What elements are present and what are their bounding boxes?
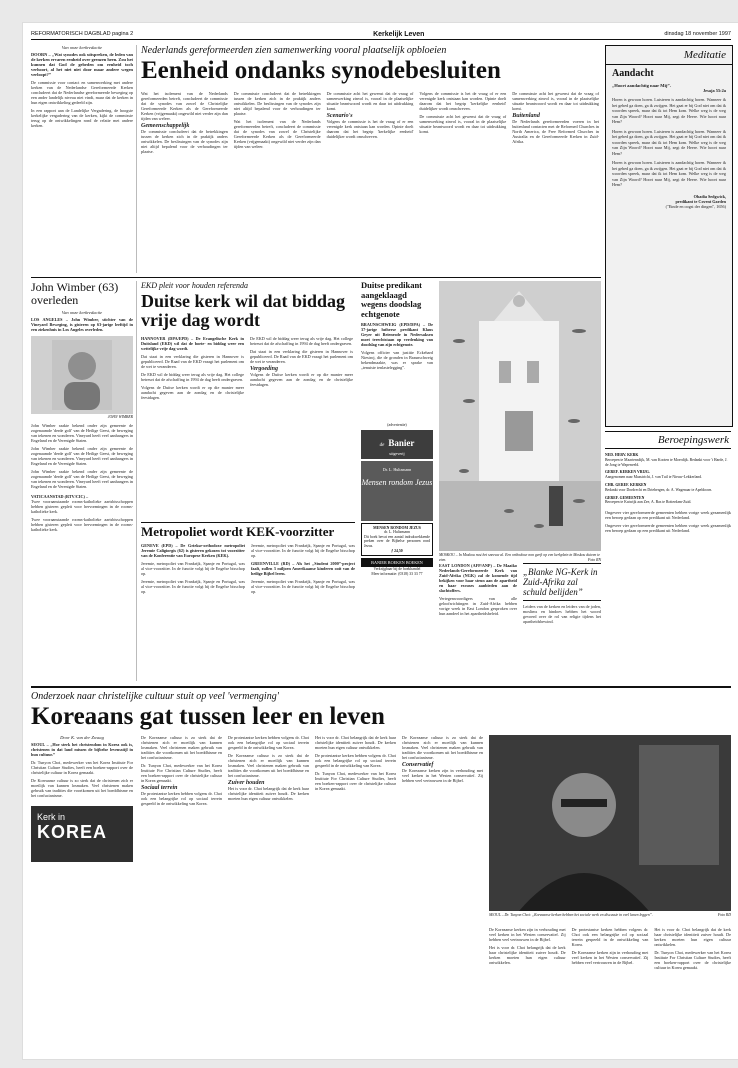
top-story-col-3: De commissie acht het gewenst dat de vraag of samenwerking zinvol is, vooral in de plaatselijke situatie beantwoord wordt en daar tot uitdrukking komt. Scenario's Volgens de commissie is het de vraag of er een verenigde kerk ontstaan kan worden. Opinie doelt daarom dat het begrip 'kerkelijke eenheid' duidelijker wordt omschreven.: [326, 91, 414, 139]
column-divider: [136, 45, 137, 273]
beroep-entry: CHR. GEREF. KERKEN Bedankt voor Dordrecht en Driebergen, dr. A. Wagenaar te Apeldoorn.: [605, 482, 713, 492]
top-story-col-1: Wat het isolement van de Nederlands gereformeerden betreft, concludeert de commissie dat de synodes van zowel de Christelijke Gereformeerde Kerken als de Gereformeerde Kerken (vrijgemaakt) ongewild niet verder zijn dan tijden van weleer. Gemeenschappelijk De commissie concludeert dat de betrekkingen tussen de kerken zich in de praktijk anders ontwikkelen. De beslissingen van de synodes zijn niet altijd bepalend voor de verhoudingen ter plaatse.: [141, 91, 228, 154]
vaticaan-head: VATICAANSTAD (RTV/CIC) –: [31, 493, 89, 499]
subhead-gemeenschappelijk: Gemeenschappelijk: [141, 123, 190, 129]
top-story-col-5: De commissie acht het gewenst dat de vraag of samenwerking zinvol is, vooral in de plaatselijke situatie beantwoord wordt en daar tot uitdrukking komt. Buitenland De Nederlands gereformeerden voeren in het buitenland contacten met de Reformed Churches in North America, de Free Reformed Churches in Australia en de Gereformeerde Kerken in Zuid-Afrika.: [512, 91, 599, 144]
beroep-entry: GEREF. GEMEENTEN Beroepen te Katwijk aan Zee, A. Bas te Rotterdam-Zuid.: [605, 495, 692, 505]
predikant-article: [361, 281, 433, 421]
masthead: [31, 29, 731, 40]
korea-header: [31, 691, 731, 729]
metro-body: Jeremie, metropoliet van Frankrijk, Spanje en Portugal, was al vice-voorzitter. In de functie volgt hij de Engelse bisschop op.: [141, 561, 245, 576]
korea-bottom-columns: De Koreaanse kerken zijn in verhouding met veel kerken in het Westen conservatief. Zij hebben veel vertrouwen in de Bijbel. Het is voor dr. Choi belangrijk dat de kerk haar christelijke identiteit zuiver houdt. De kerken moeten hun eigen cultuur ontwikkelen. De protestantse kerken hebben volgens dr. Choi ook een belangrijke rol op sociaal terrein gespeeld in de ontwikkeling van Korea. De Koreaanse kerken zijn in verhouding met veel kerken in het Westen conservatief. Zij hebben veel vertrouwen in de Bijbel. Het is voor dr. Choi belangrijk dat de kerk haar christelijke identiteit zuiver houdt. De kerken moeten hun eigen cultuur ontwikkelen. Dr. Tunyon Choi, medewerker van het Korea Institute For Christian Culture Studies, heeft een boeken-rapport over de christelijke cultuur in Korea gemaakt.: [489, 927, 731, 970]
germany-kicker: EKD pleit voor houden referenda: [141, 281, 248, 290]
korea-headline: Koreaans gat tussen leer en leven: [31, 703, 385, 730]
moskou-photo: [439, 281, 601, 551]
subhead-vergoeding: Vergoeding: [250, 366, 279, 372]
pull-quote: „Blanke NG-Kerk in Zuid-Afrika zal schuld belijden”: [523, 563, 601, 601]
divider: [31, 277, 601, 278]
banier-logo: de Banier uitgeverij: [361, 430, 433, 459]
germany-body-3: Volgens de Duitse kerken wordt er op die manier meer aandacht gegeven aan de zondag en de christelijke feestdagen.: [141, 385, 244, 400]
subhead-buitenland: Buitenland: [512, 113, 540, 119]
germany-intro: HANNOVER (DPA/EPD) – De Evangelische Kerk in Duitsland (EKD) wil dat de boete- en biddag weer een wettelijke vrije dag wordt.: [141, 336, 244, 351]
east-london-intro: EAST LONDON (AFP/ANP) – De Maaiko Nederlands-Gereformeerde Kerk van Zuid-Afrika (NGK) zal de komende tijd bekijken voor haar steun aan de apartheid en haar excuses aanbieden aan de slachtoffers.: [439, 563, 517, 593]
meditation-section: Aandacht: [612, 68, 654, 79]
masthead-left: REFORMATORISCH DAGBLAD pagina 2: [31, 31, 134, 37]
germany-article: [141, 281, 353, 519]
germany-body-1: Dat staat in een verklaring die gisteren in Hannover is gepubliceerd. De Raad van de EKD vraagt het parlement om de wet te veranderen.: [141, 354, 244, 369]
wimber-body: John Wimber raakte bekend onder zijn gemeente de zogenaamde 'derde golf' van de Heilige Geest, de beweging van tekenen en wonderen. Vineyard heeft veel aanhangers in Engeland en de Verenigde Staten.: [31, 422, 133, 443]
wimber-headline: John Wimber (63) overleden: [31, 280, 119, 307]
meditation-text: Horen is gewoon horen. Luisteren is aandachtig horen. Wanneer ik het gebed ga doen, ga ik zwijgen. Het gaat er bij God niet om dat ik woorden spreek, maar dat ik tot Hem kom. Welke weg is de weg van Zijn Woord? Hoort naar Mij, zegt de Heere. Wie hoort naar Hem?: [612, 97, 726, 124]
offer-block: MENSEN RONDOM JEZUS dr. L. Hultzmann Dit boek bevat een aantal indrukwekkende preken over de Bijbelse personen rond Jezus. ƒ 24,50: [361, 523, 433, 557]
newspaper-page: [22, 22, 738, 1060]
beroep-extra: Ongeveer vier gereformeerde gemeenten hebben vorige week gezamenlijk een beroep gedaan op een predikant uit Nederland.: [605, 510, 731, 521]
moskou-caption: MOSKOU – In Moskou rust het sneeuw al. Een orthodoxe non geeft op een kerkplein in Moskou duiven te eten. Foto RN: [439, 553, 601, 562]
wimber-kicker: Van onze kerkredactie: [61, 310, 103, 315]
book-cover: Dr. L. Hultzmann Mensen rondom Jezus: [361, 461, 433, 521]
greenville-item: GREENVILLE (RD) – Als het „Student 2000”-project faalt, zullen 3 miljoen Amerikaanse kinderen ooit van de heilige Bijbel leren.: [251, 561, 355, 576]
germany-columns: HANNOVER (DPA/EPD) – De Evangelische Kerk in Duitsland (EKD) wil dat de boete- en biddag weer een wettelijke vrije dag wordt. Dat staat in een verklaring die gisteren in Hannover is gepubliceerd. De Raad van de EKD vraagt het parlement om de wet te veranderen. De EKD wil de biddag weer terug als vrije dag. Het college betreurt dat de afschaffing in 1994 de dag heeft ondergraven. Volgens de Duitse kerken wordt er op die manier meer aandacht gegeven aan de zondag en de christelijke feestdagen. De EKD wil de biddag weer terug als vrije dag. Het college betreurt dat de afschaffing in 1994 de dag heeft ondergraven. Dat staat in een verklaring die gisteren in Hannover is gepubliceerd. De Raad van de EKD vraagt het parlement om de wet te veranderen. Vergoeding Volgens de Duitse kerken wordt er op die manier meer aandacht gegeven aan de zondag en de christelijke feestdagen.: [141, 336, 353, 400]
korea-columns: De Koreaanse cultuur is zo sterk dat de christenen zich er moeilijk van kunnen losmaken. Veel christenen maken gebruik van tradities die voortkomen uit het boeddhisme en het confucianisme. Dr. Tunyon Choi, medewerker van het Korea Institute For Christian Culture Studies, heeft een boeken-rapport over de christelijke cultuur in Korea gemaakt. Sociaal terrein De protestantse kerken hebben volgens dr. Choi ook een belangrijke rol op sociaal terrein gespeeld in de ontwikkeling van Korea. De protestantse kerken hebben volgens dr. Choi ook een belangrijke rol op sociaal terrein gespeeld in de ontwikkeling van Korea. De Koreaanse cultuur is zo sterk dat de christenen zich er moeilijk van kunnen losmaken. Veel christenen maken gebruik van tradities die voortkomen uit het boeddhisme en het confucianisme. Zuiver houden Het is voor dr. Choi belangrijk dat de kerk haar christelijke identiteit zuiver houdt. De kerken moeten hun eigen cultuur ontwikkelen. Het is voor dr. Choi belangrijk dat de kerk haar christelijke identiteit zuiver houdt. De kerken moeten hun eigen cultuur ontwikkelen. De protestantse kerken hebben volgens dr. Choi ook een belangrijke rol op sociaal terrein gespeeld in de ontwikkeling van Korea. Dr. Tunyon Choi, medewerker van het Korea Institute For Christian Culture Studies, heeft een boeken-rapport over de christelijke cultuur in Korea gemaakt. De Koreaanse cultuur is zo sterk dat de christenen zich er moeilijk van kunnen losmaken. Veel christenen maken gebruik van tradities die voortkomen uit het boeddhisme en het confucianisme. Conservatief De Koreaanse kerken zijn in verhouding met veel kerken in het Westen conservatief. Zij hebben veel vertrouwen in de Bijbel.: [141, 735, 483, 806]
meditation-text-cont-2: Horen is gewoon horen. Luisteren is aandachtig horen. Wanneer ik het gebed ga doen, ga ik zwijgen. Het gaat er bij God niet om dat ik woorden spreek, maar dat ik tot Hem kom. Welke weg is de weg van Zijn Woord? Hoort naar Mij, zegt de Heere. Wie hoort naar Hem?: [612, 160, 726, 187]
korea-kicker: Onderzoek naar christelijke cultuur stuit op veel 'vermenging': [31, 691, 279, 702]
advert-tag: (advertentie): [387, 423, 407, 427]
predikant-body: Volgens officier van justitie Eckehard Niestroj, die de gronden in Braunschweig bekendmaakte, was er sprake van „tenuiste tenlastelegging”.: [361, 350, 433, 370]
divider: [31, 686, 731, 688]
church-pigeons-image: [439, 281, 601, 551]
germany-headline: Duitse kerk wil dat biddag vrije dag wordt: [141, 291, 346, 330]
meditation-text-cont: Horen is gewoon horen. Luisteren is aandachtig horen. Wanneer ik het gebed ga doen, ga ik zwijgen. Het gaat er bij God niet om dat ik woorden spreek, maar dat ik tot Hem kom. Welke weg is de weg van Zijn Woord? Hoort naar Mij, zegt de Heere. Wie hoort naar Hem?: [612, 128, 726, 156]
top-story-kicker: Nederlands gereformeerden zien samenwerking vooral plaatselijk opbloeien: [141, 45, 447, 56]
beroep-entry: GEREF. KERKEN VRIJG. Aangenomen naar Maastricht, J. van Tuil te Nieuw-Lekkerland.: [605, 470, 703, 480]
vaticaan-body-2: Twee vooraanstaande rooms-katholieke aartsbisschoppen hebben gisteren gepleit voor hervormingen in de rooms-katholieke kerk.: [31, 516, 133, 532]
wimber-article: [31, 281, 133, 681]
metro-intro: GENEVE (EPD) – De Griekse-orthodoxe metropoliet Jeremie Caligiorgis (62) is gisteren gekozen tot voorzitter van de Konferentie van Europese Kerken (KEK).: [141, 543, 245, 558]
advert-price: ƒ 24,50: [391, 548, 403, 553]
top-story-headline: Eenheid ondanks synodebesluiten: [141, 57, 501, 84]
korea-byline: Door K. van der Zwaag: [60, 735, 104, 740]
divider: [141, 522, 355, 523]
east-london-article: [439, 563, 601, 681]
column-divider: [136, 281, 137, 681]
wimber-photo: [31, 336, 133, 414]
wimber-caption: JOHN WIMBER: [107, 415, 133, 419]
top-story-col-4: Volgens de commissie is het de vraag of er een verenigde kerk ontstaan kan worden. Opinie doelt daarom dat het begrip 'kerkelijke eenheid' duidelijker wordt omschreven. De commissie acht het gewenst dat de vraag of samenwerking zinvol is, vooral in de plaatselijke situatie beantwoord wordt en daar tot uitdrukking komt.: [419, 91, 507, 134]
kerk-in-korea-logo: Kerk in KOREA: [31, 806, 133, 862]
meditation-box: [605, 45, 733, 427]
meditation-author-note: predikant te Covent Garden: [675, 198, 726, 204]
subhead-sociaal-terrein: Sociaal terrein: [141, 785, 178, 791]
meditation-ref: Jesaja 55:2a: [702, 88, 726, 93]
meditation-author-sub: ("Einde en oogst der dingen", 1656): [665, 203, 726, 209]
meditation-title: Meditatie: [606, 46, 732, 65]
advert-footer: BANIER BOEKEN BOEKEN: [361, 558, 433, 567]
top-story-columns: [141, 91, 599, 273]
metro-article: Metropoliet wordt KEK-voorzitter GENEVE (EPD) – De Griekse-orthodoxe metropoliet Jeremie Caligiorgis (62) is gisteren gekozen tot voorzitter van de Konferentie van Europese Kerken (KEK). Jeremie, metropoliet van Frankrijk, Spanje en Portugal, was al vice-voorzitter. In de functie volgt hij de Engelse bisschop op. Jeremie, metropoliet van Frankrijk, Spanje en Portugal, was al vice-voorzitter. In de functie volgt hij de Engelse bisschop op. Jeremie, metropoliet van Frankrijk, Spanje en Portugal, was al vice-voorzitter. In de functie volgt hij de Engelse bisschop op. GREENVILLE (RD) – Als het „Student 2000”-project faalt, zullen 3 miljoen Amerikaanse kinderen ooit van de heilige Bijbel leren. Jeremie, metropoliet van Frankrijk, Spanje en Portugal, was al vice-voorzitter. In de functie volgt hij de Engelse bisschop op.: [141, 524, 355, 594]
wimber-body-2: John Wimber raakte bekend onder zijn gemeente de zogenaamde 'derde golf' van de Heilige Geest, de beweging van tekenen en wonderen. Vineyard heeft veel aanhangers in Engeland en de Verenigde Staten.: [31, 445, 133, 466]
beroepingswerk-title: Beroepingswerk: [605, 431, 731, 449]
advert-phone: Meer informatie: (0318) 33 33 77: [371, 571, 423, 576]
beroep-entry: NED. HERV. KERK Beroepen te Maartensdijk, M. van Kooten te Moerdijk. Bedankt voor 't Harde, J. de Jong te Wapenveld.: [605, 453, 728, 467]
subhead-conservatief: Conservatief: [402, 762, 434, 768]
subhead-scenarios: Scenario's: [326, 113, 353, 119]
portrait-image: [52, 340, 112, 410]
left-intro: DOORN – „Wat synodes ook uitspreken, de leden van de kerken ervaren eenheid over grenzen heen. Zou het kunnen dat God de gebeden om eenheid toch verhoort, al het niet niet door maar andere wegen verloopt?”: [31, 52, 133, 77]
germany-body-2: De EKD wil de biddag weer terug als vrije dag. Het college betreurt dat de afschaffing in 1994 de dag heeft ondergraven.: [141, 372, 244, 382]
masthead-date: dinsdag 18 november 1997: [664, 31, 731, 37]
left-column-intro: [31, 45, 133, 275]
korea-intro: SEOUL – „Hoe sterk het christendom in Korea ook is, christenen in dat land missen de bijbelse levensstijl in hun cultuur.”: [31, 742, 133, 757]
top-story-col-2: De commissie concludeert dat de betrekkingen tussen de kerken zich in de praktijk anders ontwikkelen. De beslissingen van de synodes zijn niet altijd bepalend voor de verhoudingen ter plaatse. Wat het isolement van de Nederlands gereformeerden betreft, concludeert de commissie dat de synodes van zowel de Christelijke Gereformeerde Kerken als de Gereformeerde Kerken (vrijgemaakt) ongewild niet verder zijn dan tijden van weleer.: [233, 91, 321, 149]
metro-headline: Metropoliet wordt KEK-voorzitter: [141, 524, 335, 539]
east-london-body-2: Leiders van de kerken en leiders van de joden, moslims en hindoes hebben het woord gevoerd over de rol van religie tijdens het apartheidsbewind.: [523, 604, 601, 624]
east-london-body: Vertegenwoordigers van alle geloofsrichtingen in Zuid-Afrika hebben vorige week in East London gesproken over hun aandeel in het apartheidsbeleid.: [439, 596, 517, 616]
section-title: Kerkelijk Leven: [373, 30, 425, 38]
korea-left-column: Door K. van der Zwaag SEOUL – „Hoe sterk het christendom in Korea ook is, christenen in dat land missen de bijbelse levensstijl in hun cultuur.” Dr. Tunyon Choi, medewerker van het Korea Institute For Christian Culture Studies, heeft een boeken-rapport over de christelijke cultuur in Korea gemaakt. De Koreaanse cultuur is zo sterk dat de christenen zich er moeilijk van kunnen losmaken. Veel christenen maken gebruik van tradities die voortkomen uit het boeddhisme en het confucianisme. Kerk in KOREA: [31, 735, 133, 1055]
left-body-2: In een rapport aan de Landelijke Vergadering, de hoogste kerkelijke vergadering van de kerken, kijkt de commissie terug op de ontwikkelingen rond de relatie met andere kerken.: [31, 108, 133, 128]
meditation-author: Obadia Sedgwick,: [693, 193, 726, 199]
subhead-zuiver-houden: Zuiver houden: [228, 780, 265, 786]
vaticaan-body: Twee vooraanstaande rooms-katholieke aartsbisschoppen hebben gisteren gepleit voor hervormingen in de rooms-katholieke kerk.: [31, 498, 133, 514]
meditation-quote: „Hoort aandachtig naar Mij”.: [612, 83, 671, 88]
left-kicker: Van onze kerkredactie: [61, 45, 103, 50]
predikant-headline: Duitse predikant aangeklaagd wegens doodslag echtgenote: [361, 280, 423, 319]
korea-caption: SEOUL – Dr. Tunyon Choi: „Koreaanse kerken hebben het sociale werk en discussie in veel lanen leggen”. Foto RD: [489, 913, 731, 917]
beroepingswerk-box: Beroepingswerk NED. HERV. KERK Beroepen te Maartensdijk, M. van Kooten te Moerdijk. Bedankt voor 't Harde, J. de Jong te Wapenveld. GEREF. KERKEN VRIJG. Aangenomen naar Maastricht, J. van Tuil te Nieuw-Lekkerland. CHR. GEREF. KERKEN Bedankt voor Dordrecht en Driebergen, dr. A. Wagenaar te Apeldoorn. GEREF. GEMEENTEN Beroepen te Katwijk aan Zee, A. Bas te Rotterdam-Zuid. Ongeveer vier gereformeerde gemeenten hebben vorige week gezamenlijk een beroep gedaan op een predikant uit Nederland. Ongeveer vier gereformeerde gemeenten hebben vorige week gezamenlijk een beroep gedaan op een predikant uit Nederland.: [605, 431, 731, 681]
man-portrait-image: [489, 735, 731, 911]
predikant-intro: BRAUNSCHWEIG (EPD/DPA) – De 37-jarige lutherse predikant Klaus Geyer uit Beienrode in Nedersaksen moet terechtstaan op verdenking van doodslag van zijn echtgenote.: [361, 322, 433, 347]
wimber-intro: LOS ANGELES – John Wimber, stichter van de Vineyard Beweging, is gisteren op 63-jarige leeftijd in een ziekenhuis in Los Angeles overleden.: [31, 317, 133, 332]
wimber-body-3: John Wimber raakte bekend onder zijn gemeente de zogenaamde 'derde golf' van de Heilige Geest, de beweging van tekenen en wonderen. Vineyard heeft veel aanhangers in Engeland en de Verenigde Staten.: [31, 468, 133, 489]
korea-photo: [489, 735, 731, 911]
top-story: [141, 45, 599, 83]
left-body-1: De commissie voor contact en samenwerking met andere kerken van de Nederlandse Gereformeerde Kerken concludeert dat de Nederlandse gereformeerde beweging op een ander landelijk niveau niet vindt, maar dat de kerken in hun eigen ontwikkeling gedeeld zijn.: [31, 80, 133, 105]
korea-body-1: Dr. Tunyon Choi, medewerker van het Korea Institute For Christian Culture Studies, heeft een boeken-rapport over de christelijke cultuur in Korea gemaakt.: [31, 760, 133, 775]
banier-advert[interactable]: (advertentie) de Banier uitgeverij Dr. L. Hultzmann Mensen rondom Jezus MENSEN RONDOM JEZUS dr. L. Hultzmann Dit boek bevat een aantal indrukwekkende preken over de Bijbelse personen rond Jezus. ƒ 24,50 BANIER BOEKEN BOEKEN Verkrijgbaar bij de boekhandel Meer informatie: (0318) 33 33 77: [361, 423, 433, 576]
